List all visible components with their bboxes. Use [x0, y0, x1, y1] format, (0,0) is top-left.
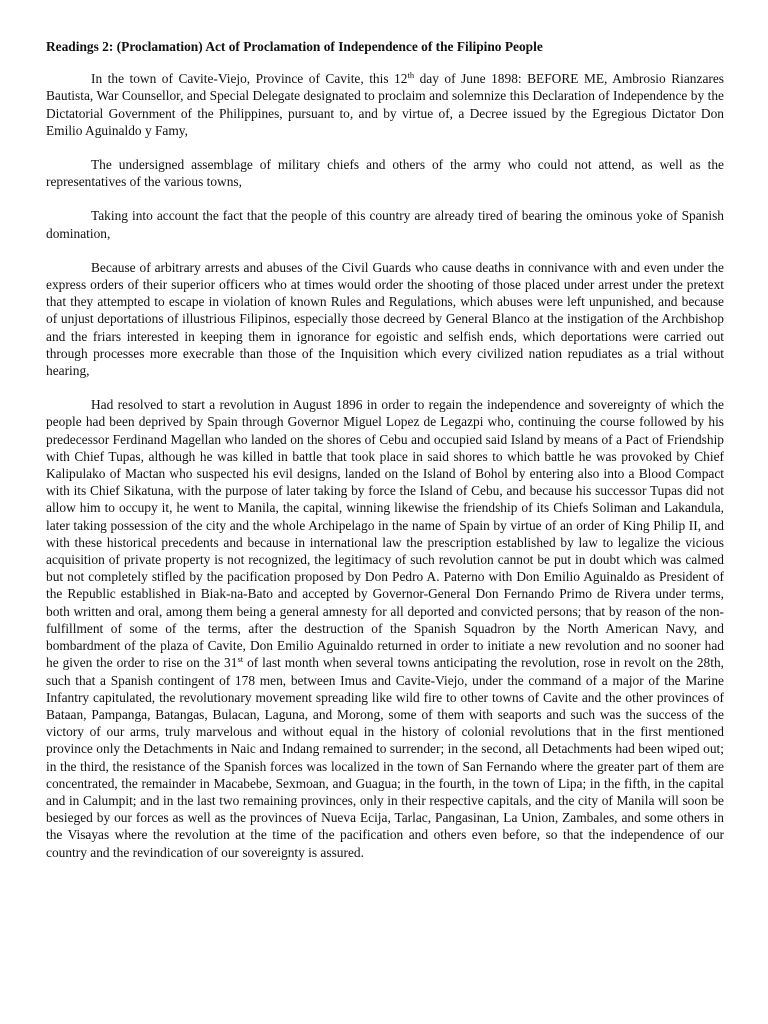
paragraph-1-text-a: In the town of Cavite-Viejo, Province of Cavite, this 12: [91, 71, 408, 87]
document-title: Readings 2: (Proclamation) Act of Proclamation of Independence of the Filipino People: [46, 39, 543, 54]
paragraph-1-text-b: day of June 1898: BEFORE ME, Ambrosio Rianzares Bautista, War Counsellor, and Special Delegate designated to proclaim and solemnize this Declaration of Independence by the Dictatorial Government of the Philippines, pursuant to, and by virtue of, a Decree issued by the Egregious Dictator Don Emilio Aguinaldo y Famy,: [46, 71, 724, 138]
paragraph-3: Taking into account the fact that the people of this country are already tired of bearing the ominous yoke of Spanish domination,: [46, 208, 724, 241]
paragraph-5: [46, 396, 724, 860]
paragraph-2: The undersigned assemblage of military chiefs and others of the army who could not attend, as well as the representatives of the various towns,: [46, 157, 724, 190]
ordinal-suffix-th: th: [407, 70, 415, 81]
paragraph-5-text-b: of last month when several towns anticipating the revolution, rose in revolt on the 28th, such that a Spanish contingent of 178 men, between Imus and Cavite-Viejo, under the command of a major of the Marine Infantry capitulated, the revolutionary movement spreading like wild fire to other towns of Cavite and the other provinces of Bataan, Pampanga, Batangas, Bulacan, Laguna, and Morong, some of them with seaports and such was the success of the victory of our arms, truly marvelous and without equal in the history of colonial revolutions that in the first mentioned province only the Detachments in Naic and Indang remained to surrender; in the second, all Detachments had been wiped out; in the third, the resistance of the Spanish forces was localized in the town of San Fernando where the greater part of them are concentrated, the remainder in Macabebe, Sexmoan, and Guagua; in the fourth, in the town of Lipa; in the fifth, in the capital and in Calumpit; and in the last two remaining provinces, only in their respective capitals, and the city of Manila will soon be besieged by our forces as well as the provinces of Nueva Ecija, Tarlac, Pangasinan, La Union, Zambales, and some others in the Visayas where the revolution at the time of the pacification and others even before, so that the independence of our country and the revindication of our sovereignty is assured.: [46, 655, 725, 860]
paragraph-5-text-a: Had resolved to start a revolution in August 1896 in order to regain the independence and sovereignty of which the people had been deprived by Spain through Governor Miguel Lopez de Legazpi who, continuing the course followed by his predecessor Ferdinand Magellan who landed on the shores of Cebu and occupied said Island by means of a Pact of Friendship with Chief Tupas, although he was killed in battle that took place in said shores to which battle he was provoked by Chief Kalipulako of Mactan who suspected his evil designs, landed on the Island of Bohol by entering also into a Blood Compact with its Chief Sikatuna, with the purpose of later taking by force the Island of Cebu, and because his successor Tupas did not allow him to occupy it, he went to Manila, the capital, winning likewise the friendship of its Chiefs Soliman and Lakandula, later taking possession of the city and the whole Archipelago in the name of Spain by virtue of an order of King Philip II, and with these historical precedents and because in international law the prescription established by law to legalize the vicious acquisition of private property is not recognized, the legitimacy of such revolution cannot be put in doubt which was calmed but not completely stifled by the pacification proposed by Don Pedro A. Paterno with Don Emilio Aguinaldo as President of the Republic established in Biak-na-Bato and accepted by Governor-General Don Fernando Primo de Rivera under terms, both written and oral, among them being a general amnesty for all deported and convicted persons; that by reason of the non-fulfillment of some of the terms, after the destruction of the Spanish Squadron by the North American Navy, and bombardment of the plaza of Cavite, Don Emilio Aguinaldo returned in order to initiate a new revolution and no sooner had he given the order to rise on the 31: [46, 397, 724, 671]
paragraph-4: Because of arbitrary arrests and abuses of the Civil Guards who cause deaths in connivance with and even under the express orders of their superior officers who at times would order the shooting of those placed under arrest under the pretext that they attempted to escape in violation of known Rules and Regulations, which abuses were left unpunished, and because of unjust deportations of illustrious Filipinos, especially those decreed by General Blanco at the instigation of the Archbishop and the friars interested in keeping them in ignorance for egoistic and selfish ends, which deportations were carried out through processes more execrable than those of the Inquisition which every civilized nation repudiates as a trial without hearing,: [46, 259, 724, 379]
paragraph-1: [46, 70, 724, 139]
ordinal-suffix-st: st: [237, 654, 244, 665]
